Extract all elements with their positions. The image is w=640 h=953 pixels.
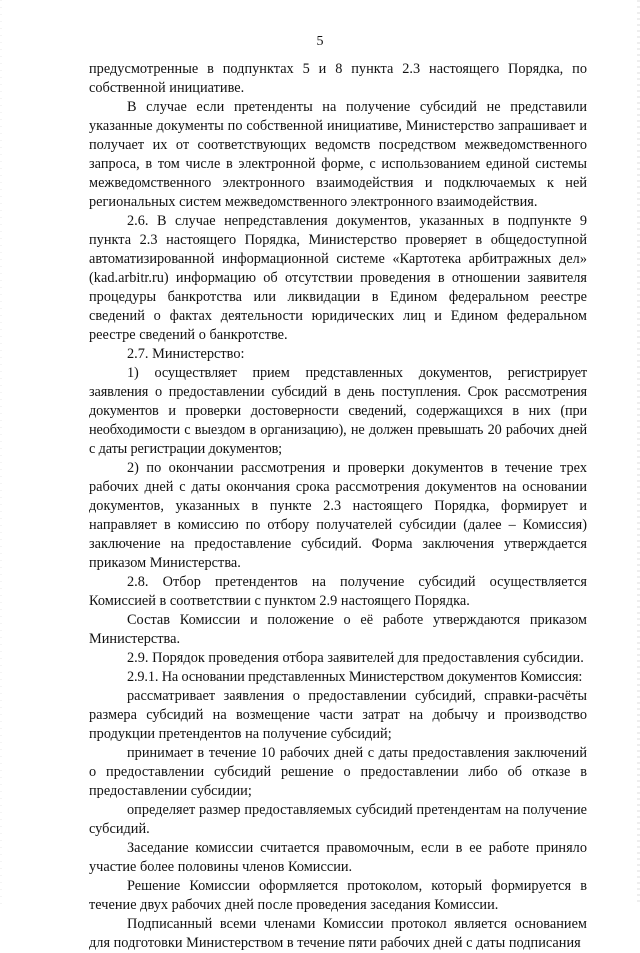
page-number: 5 xyxy=(316,34,324,49)
paragraph: Решение Комиссии оформляется протоколом, который формируется в течение двух рабочих дней после проведения заседания Комиссии. xyxy=(89,878,587,913)
paragraph: принимает в течение 10 рабочих дней с даты предоставления заключений о предоставлении субсидий решение о предоставлении либо об отказе в предоставлении субсидии; xyxy=(89,745,587,799)
paragraph: Состав Комиссии и положение о её работе утверждаются приказом Министерства. xyxy=(89,612,587,647)
paragraph: 2.8. Отбор претендентов на получение субсидий осуществляется Комиссией в соответствии с пунктом 2.9 настоящего Порядка. xyxy=(89,574,587,609)
document-body xyxy=(89,60,587,953)
paragraph: рассматривает заявления о предоставлении субсидий, справки-расчёты размера субсидий на возмещение части затрат на добычу и производство продукции претендентов на получение субсидий; xyxy=(89,688,587,742)
paragraph: 2.9.1. На основании представленных Министерством документов Комиссия: xyxy=(127,669,583,685)
paragraph: В случае если претенденты на получение субсидий не представили указанные документы по собственной инициативе, Министерство запрашивает и получает их от соответствующих ведомств посредством межведомственного запроса, в том числе в электронной форме, с использованием единой системы межведомственного электронного взаимодействия и подключаемых к ней региональных систем межведомственного электронного взаимодействия. xyxy=(89,99,587,210)
paragraph: 2) по окончании рассмотрения и проверки документов в течение трех рабочих дней с даты окончания срока рассмотрения документов на основании документов, указанных в пункте 2.3 настоящего Порядка, формирует и направляет в комиссию по отбору получателей субсидии (далее – Комиссия) заключение на предоставление субсидий. Форма заключения утверждается приказом Министерства. xyxy=(89,460,587,571)
paragraph: предусмотренные в подпунктах 5 и 8 пункта 2.3 настоящего Порядка, по собственной инициативе. xyxy=(89,61,587,96)
paragraph: 2.9. Порядок проведения отбора заявителей для предоставления субсидии. xyxy=(127,650,584,666)
paragraph: Заседание комиссии считается правомочным, если в ее работе приняло участие более половины членов Комиссии. xyxy=(89,840,587,875)
paragraph: 2.6. В случае непредставления документов, указанных в подпункте 9 пункта 2.3 настоящего Порядка, Министерство проверяет в общедоступной автоматизированной информационной системе «Картотека арбитражных дел» (kad.arbitr.ru) информацию об отсутствии проведения в отношении заявителя процедуры банкротства или ликвидации в Едином федеральном реестре сведений о фактах деятельности юридических лиц и Едином федеральном реестре сведений о банкротстве. xyxy=(89,213,587,343)
paragraph: определяет размер предоставляемых субсидий претендентам на получение субсидий. xyxy=(89,802,587,837)
paragraph: 2.7. Министерство: xyxy=(127,346,245,362)
scan-edge-left xyxy=(0,0,2,905)
paragraph: 1) осуществляет прием представленных документов, регистрирует заявления о предоставлении субсидий в день поступления. Срок рассмотрения документов и проверки достоверности сведений, содержащихся в них (при необходимости с выездом в организацию), не должен превышать 20 рабочих дней с даты регистрации документов; xyxy=(89,365,587,457)
paragraph: Подписанный всеми членами Комиссии протокол является основанием для подготовки Министерством в течение пяти рабочих дней с даты подписания xyxy=(89,916,587,951)
